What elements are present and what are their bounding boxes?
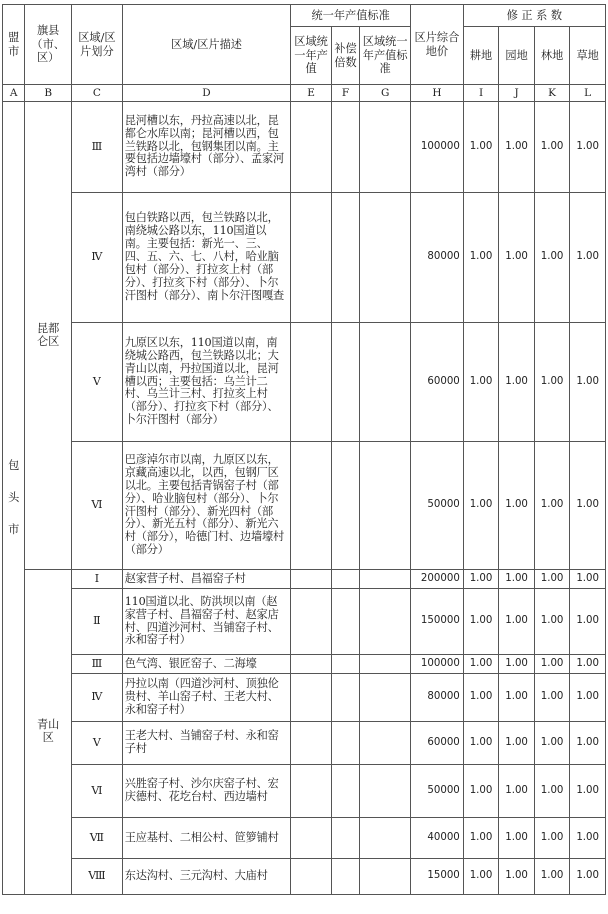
zone-cell: Ⅵ bbox=[72, 765, 123, 818]
column-letter: A bbox=[3, 85, 25, 102]
output-value-cell bbox=[291, 193, 332, 323]
zone-cell: Ⅳ bbox=[72, 674, 123, 722]
farmland-coef-cell: 1.00 bbox=[463, 570, 499, 589]
description-cell: 色气湾、银匠窑子、二海壕 bbox=[122, 655, 290, 674]
price-cell: 50000 bbox=[411, 765, 464, 818]
standard-cell bbox=[360, 102, 411, 193]
description-cell: 九原区以东，110国道以南，南绕城公路西，包兰铁路以北；大青山以南，丹拉国道以北，昆河槽以西；主要包括：乌兰计二村、乌兰计三村、打拉亥上村（部分）、打拉亥下村（部分）、卜尔汗图村（部分） bbox=[122, 323, 290, 442]
standard-cell bbox=[360, 589, 411, 655]
header-garden: 园地 bbox=[499, 27, 535, 85]
forest-coef-cell: 1.00 bbox=[534, 722, 570, 765]
description-cell: 王老大村、当铺窑子村、永和窑子村 bbox=[122, 722, 290, 765]
farmland-coef-cell: 1.00 bbox=[463, 102, 499, 193]
output-value-cell bbox=[291, 674, 332, 722]
grass-coef-cell: 1.00 bbox=[570, 765, 606, 818]
multiple-cell bbox=[331, 722, 359, 765]
grass-coef-cell: 1.00 bbox=[570, 102, 606, 193]
grass-coef-cell: 1.00 bbox=[570, 655, 606, 674]
multiple-cell bbox=[331, 859, 359, 895]
multiple-cell bbox=[331, 102, 359, 193]
column-letter: B bbox=[25, 85, 72, 102]
zone-cell: Ⅴ bbox=[72, 722, 123, 765]
table-row bbox=[3, 589, 606, 655]
price-cell: 60000 bbox=[411, 722, 464, 765]
header-farmland: 耕地 bbox=[463, 27, 499, 85]
header-standard-group: 统一年产值标准 bbox=[291, 5, 411, 27]
table-row bbox=[3, 818, 606, 859]
grass-coef-cell: 1.00 bbox=[570, 859, 606, 895]
zone-cell: Ⅷ bbox=[72, 859, 123, 895]
description-cell: 巴彦淖尔市以南，九原区以东，京藏高速以北，以西，包钢厂区以北。主要包括青锅窑子村（部分）、哈业脑包村（部分）、卜尔汗图村（部分）、新光四村（部分）、新光五村（部分）、新光六村（部分），哈德门村、边墙壕村（部分） bbox=[122, 442, 290, 570]
zone-cell: Ⅳ bbox=[72, 193, 123, 323]
farmland-coef-cell: 1.00 bbox=[463, 442, 499, 570]
table-row bbox=[3, 193, 606, 323]
table-row bbox=[3, 442, 606, 570]
multiple-cell bbox=[331, 818, 359, 859]
city-char: 包 bbox=[8, 459, 20, 472]
header-forest: 林地 bbox=[534, 27, 570, 85]
multiple-cell bbox=[331, 655, 359, 674]
price-cell: 150000 bbox=[411, 589, 464, 655]
forest-coef-cell: 1.00 bbox=[534, 859, 570, 895]
garden-coef-cell: 1.00 bbox=[499, 765, 535, 818]
price-cell: 80000 bbox=[411, 193, 464, 323]
zone-cell: Ⅲ bbox=[72, 102, 123, 193]
garden-coef-cell: 1.00 bbox=[499, 193, 535, 323]
header-county: 旗县（市、区） bbox=[25, 5, 72, 85]
standard-cell bbox=[360, 442, 411, 570]
zone-cell: Ⅰ bbox=[72, 570, 123, 589]
city-char: 头 bbox=[8, 491, 20, 504]
price-cell: 200000 bbox=[411, 570, 464, 589]
forest-coef-cell: 1.00 bbox=[534, 589, 570, 655]
header-grass: 草地 bbox=[570, 27, 606, 85]
grass-coef-cell: 1.00 bbox=[570, 323, 606, 442]
forest-coef-cell: 1.00 bbox=[534, 765, 570, 818]
farmland-coef-cell: 1.00 bbox=[463, 655, 499, 674]
garden-coef-cell: 1.00 bbox=[499, 323, 535, 442]
header-standard: 区域统一年产值标准 bbox=[360, 27, 411, 85]
description-cell: 丹拉以南（四道沙河村、顶独伦贵村、羊山窑子村、王老大村、永和窑子村） bbox=[122, 674, 290, 722]
multiple-cell bbox=[331, 193, 359, 323]
standard-cell bbox=[360, 655, 411, 674]
land-price-table bbox=[2, 4, 606, 895]
garden-coef-cell: 1.00 bbox=[499, 674, 535, 722]
header-zone: 区域/区片划分 bbox=[72, 5, 123, 85]
garden-coef-cell: 1.00 bbox=[499, 655, 535, 674]
output-value-cell bbox=[291, 859, 332, 895]
letter-row bbox=[3, 85, 606, 102]
garden-coef-cell: 1.00 bbox=[499, 818, 535, 859]
description-cell: 包白铁路以西，包兰铁路以北，南绕城公路以东，110国道以南。主要包括：新光一、三、四、五、六、七、八村，哈业脑包村（部分）、打拉亥上村（部分）、打拉亥下村（部分）、卜尔汗图村（部分）、南卜尔汗图嘎查 bbox=[122, 193, 290, 323]
price-cell: 40000 bbox=[411, 818, 464, 859]
table-row bbox=[3, 570, 606, 589]
table-row bbox=[3, 655, 606, 674]
city-char: 市 bbox=[8, 523, 20, 536]
grass-coef-cell: 1.00 bbox=[570, 442, 606, 570]
column-letter: F bbox=[331, 85, 359, 102]
description-cell: 赵家营子村、昌福窑子村 bbox=[122, 570, 290, 589]
table-row bbox=[3, 102, 606, 193]
standard-cell bbox=[360, 323, 411, 442]
description-cell: 东达沟村、三元沟村、大庙村 bbox=[122, 859, 290, 895]
column-letter: D bbox=[122, 85, 290, 102]
standard-cell bbox=[360, 722, 411, 765]
forest-coef-cell: 1.00 bbox=[534, 818, 570, 859]
header-coef-group: 修 正 系 数 bbox=[463, 5, 605, 27]
forest-coef-cell: 1.00 bbox=[534, 442, 570, 570]
grass-coef-cell: 1.00 bbox=[570, 674, 606, 722]
output-value-cell bbox=[291, 765, 332, 818]
output-value-cell bbox=[291, 722, 332, 765]
description-cell: 110国道以北、防洪坝以南（赵家营子村、昌福窑子村、赵家店村、四道沙河村、当铺窑子村、永和窑子村） bbox=[122, 589, 290, 655]
standard-cell bbox=[360, 765, 411, 818]
grass-coef-cell: 1.00 bbox=[570, 570, 606, 589]
zone-cell: Ⅴ bbox=[72, 323, 123, 442]
forest-coef-cell: 1.00 bbox=[534, 193, 570, 323]
table-row bbox=[3, 765, 606, 818]
farmland-coef-cell: 1.00 bbox=[463, 859, 499, 895]
description-cell: 昆河槽以东，丹拉高速以北，昆都仑水库以南；昆河槽以西，包兰铁路以北，包钢集团以南。主要包括边墙壕村（部分）、孟家河湾村（部分） bbox=[122, 102, 290, 193]
table-row bbox=[3, 674, 606, 722]
standard-cell bbox=[360, 570, 411, 589]
standard-cell bbox=[360, 859, 411, 895]
multiple-cell bbox=[331, 570, 359, 589]
column-letter: K bbox=[534, 85, 570, 102]
header-multiple: 补偿倍数 bbox=[331, 27, 359, 85]
column-letter: H bbox=[411, 85, 464, 102]
column-letter: C bbox=[72, 85, 123, 102]
garden-coef-cell: 1.00 bbox=[499, 102, 535, 193]
grass-coef-cell: 1.00 bbox=[570, 722, 606, 765]
output-value-cell bbox=[291, 442, 332, 570]
district-cell: 昆都仑区 bbox=[25, 102, 72, 570]
farmland-coef-cell: 1.00 bbox=[463, 818, 499, 859]
standard-cell bbox=[360, 818, 411, 859]
grass-coef-cell: 1.00 bbox=[570, 589, 606, 655]
price-cell: 100000 bbox=[411, 102, 464, 193]
header-league: 盟市 bbox=[3, 5, 25, 85]
header-output-value: 区域统一年产值 bbox=[291, 27, 332, 85]
garden-coef-cell: 1.00 bbox=[499, 722, 535, 765]
zone-cell: Ⅱ bbox=[72, 589, 123, 655]
zone-cell: Ⅵ bbox=[72, 442, 123, 570]
table-row bbox=[3, 859, 606, 895]
district-cell: 青山区 bbox=[25, 570, 72, 895]
forest-coef-cell: 1.00 bbox=[534, 674, 570, 722]
farmland-coef-cell: 1.00 bbox=[463, 193, 499, 323]
output-value-cell bbox=[291, 589, 332, 655]
forest-coef-cell: 1.00 bbox=[534, 323, 570, 442]
multiple-cell bbox=[331, 765, 359, 818]
farmland-coef-cell: 1.00 bbox=[463, 674, 499, 722]
table-row bbox=[3, 323, 606, 442]
garden-coef-cell: 1.00 bbox=[499, 589, 535, 655]
price-cell: 80000 bbox=[411, 674, 464, 722]
multiple-cell bbox=[331, 323, 359, 442]
multiple-cell bbox=[331, 442, 359, 570]
farmland-coef-cell: 1.00 bbox=[463, 765, 499, 818]
output-value-cell bbox=[291, 570, 332, 589]
column-letter: G bbox=[360, 85, 411, 102]
description-cell: 王应基村、二相公村、笸箩铺村 bbox=[122, 818, 290, 859]
price-cell: 50000 bbox=[411, 442, 464, 570]
standard-cell bbox=[360, 674, 411, 722]
output-value-cell bbox=[291, 102, 332, 193]
garden-coef-cell: 1.00 bbox=[499, 859, 535, 895]
output-value-cell bbox=[291, 323, 332, 442]
price-cell: 100000 bbox=[411, 655, 464, 674]
forest-coef-cell: 1.00 bbox=[534, 655, 570, 674]
price-cell: 15000 bbox=[411, 859, 464, 895]
table-row bbox=[3, 722, 606, 765]
multiple-cell bbox=[331, 589, 359, 655]
zone-cell: Ⅶ bbox=[72, 818, 123, 859]
farmland-coef-cell: 1.00 bbox=[463, 589, 499, 655]
multiple-cell bbox=[331, 674, 359, 722]
standard-cell bbox=[360, 193, 411, 323]
farmland-coef-cell: 1.00 bbox=[463, 722, 499, 765]
output-value-cell bbox=[291, 655, 332, 674]
farmland-coef-cell: 1.00 bbox=[463, 323, 499, 442]
column-letter: L bbox=[570, 85, 606, 102]
output-value-cell bbox=[291, 818, 332, 859]
column-letter: J bbox=[499, 85, 535, 102]
description-cell: 兴胜窑子村、沙尔庆窑子村、宏庆德村、花圪台村、西边墙村 bbox=[122, 765, 290, 818]
column-letter: I bbox=[463, 85, 499, 102]
price-cell: 60000 bbox=[411, 323, 464, 442]
forest-coef-cell: 1.00 bbox=[534, 102, 570, 193]
garden-coef-cell: 1.00 bbox=[499, 570, 535, 589]
city-cell bbox=[3, 102, 25, 895]
grass-coef-cell: 1.00 bbox=[570, 193, 606, 323]
zone-cell: Ⅲ bbox=[72, 655, 123, 674]
forest-coef-cell: 1.00 bbox=[534, 570, 570, 589]
garden-coef-cell: 1.00 bbox=[499, 442, 535, 570]
grass-coef-cell: 1.00 bbox=[570, 818, 606, 859]
header-price: 区片综合地价 bbox=[411, 5, 464, 85]
column-letter: E bbox=[291, 85, 332, 102]
header-desc: 区域/区片描述 bbox=[122, 5, 290, 85]
